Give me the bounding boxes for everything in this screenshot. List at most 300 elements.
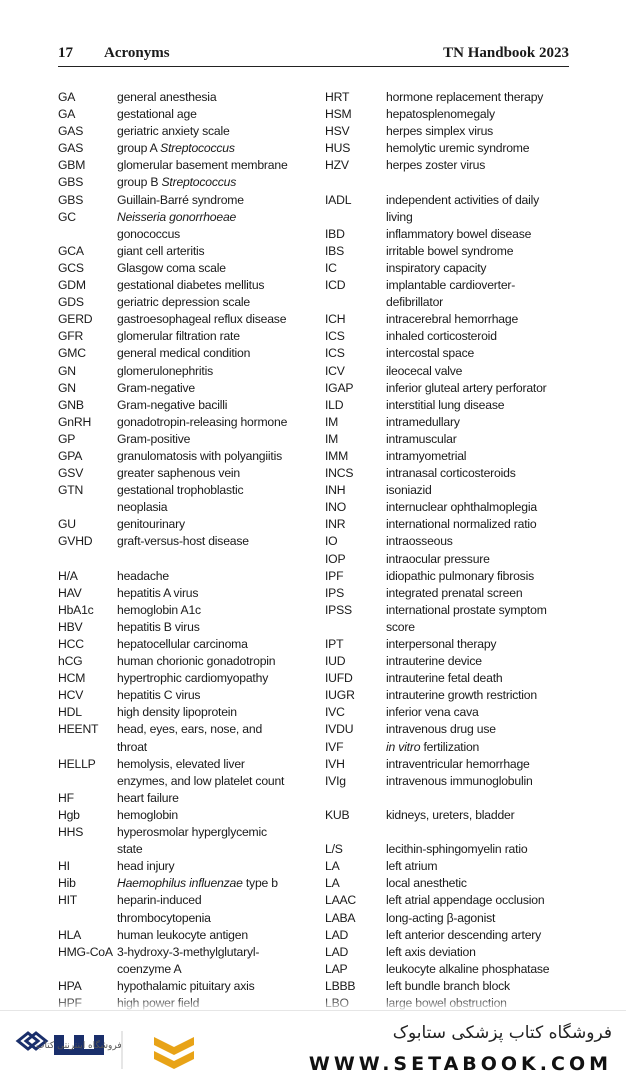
definition [386,670,575,687]
acronym-entry [325,653,575,670]
acronym-entry [325,619,575,636]
acronym: INO [325,500,347,515]
acronym-entry [58,89,308,106]
group-spacer [325,790,575,807]
acronym-entry [58,311,308,328]
definition [117,294,308,311]
definition-text: left axis deviation [386,944,476,959]
definition [386,277,575,294]
acronym: ICS [325,329,345,344]
definition-text: hyperosmolar hyperglycemic [117,825,267,840]
definition [386,209,575,226]
acronym: GBM [58,158,86,173]
acronym: GVHD [58,534,93,549]
acronym: H/A [58,568,78,583]
acronym-entry [58,790,308,807]
acronym-entry [58,568,308,585]
definition [386,619,575,636]
acronym: HCC [58,637,84,651]
definition-text: hemolytic uremic syndrome [386,141,530,156]
definition-text: irritable bowel syndrome [386,243,514,258]
definition-text: intravenous immunoglobulin [386,773,533,788]
acronym: IVC [325,705,345,720]
definition [117,157,308,174]
definition-text: intramuscular [386,431,457,446]
definition-text: gestational diabetes mellitus [117,278,265,293]
acronym: ICV [325,363,345,378]
definition-text: intrauterine fetal death [386,671,503,686]
acronym-entry [325,448,575,465]
acronym: LA [325,859,340,874]
definition [117,602,308,619]
definition [117,106,308,123]
group-spacer [325,174,575,191]
definition [386,858,575,875]
definition [386,516,575,533]
definition-text: heparin-induced [117,893,202,908]
definition [117,345,308,362]
acronym-entry [58,448,308,465]
acronym-entry [325,277,575,294]
acronym-entry [58,944,308,961]
definition-text: heart failure [117,790,179,805]
definition-text: integrated prenatal screen [386,585,523,600]
acronym: HBV [58,619,83,634]
group-spacer [325,824,575,841]
acronym: IVIg [325,773,346,788]
acronym-entry [58,243,308,260]
definition-text: left anterior descending artery [386,927,542,942]
acronym: GCS [58,260,84,275]
acronym: GPA [58,448,83,463]
definition-text: left atrial appendage occlusion [386,893,545,908]
acronym-entry [325,841,575,858]
acronym-entry [58,380,308,397]
definition-text: 3-hydroxy-3-methylglutaryl- [117,944,260,959]
definition [117,311,308,328]
acronym-entry [58,499,308,516]
definition-text: independent activities of daily [386,192,540,207]
acronym-entry [58,328,308,345]
acronym: GU [58,517,76,532]
definition [386,397,575,414]
definition-text: intrauterine device [386,654,482,669]
acronym-entry [58,602,308,619]
acronym-entry [325,875,575,892]
definition [117,465,308,482]
acronym: HSM [325,107,352,122]
definition [117,277,308,294]
definition-text: Glasgow coma scale [117,260,226,275]
definition [386,414,575,431]
definition-text: human leukocyte antigen [117,927,248,942]
section-title: Acronyms [104,45,170,61]
acronym: HPA [58,978,82,993]
definition-text: gestational trophoblastic [117,483,244,498]
acronym: GNB [58,397,84,412]
definition [386,944,575,961]
definition-text: hemolysis, elevated liver [117,756,245,771]
acronym-entry [325,978,575,995]
acronym-entry [325,209,575,226]
definition-text: intraocular pressure [386,551,490,566]
definition [117,174,308,191]
definition-text: enzymes, and low platelet count [117,773,285,788]
acronym: HZV [325,158,349,173]
acronym-entry [58,226,308,243]
acronym: GFR [58,329,84,344]
definition-text: hypertrophic cardiomyopathy [117,671,269,686]
acronym: HSV [325,124,350,139]
acronym [325,619,386,636]
definition-text: Gram-positive [117,431,191,446]
definition [386,140,575,157]
definition-text: hepatitis B virus [117,619,200,634]
acronym: IVF [325,739,344,754]
definition-text: headache [117,568,169,583]
website-url[interactable]: WWW.SETABOOK.COM [308,1053,612,1075]
definition [117,516,308,533]
acronym: INR [325,517,346,532]
definition [386,910,575,927]
acronym: IO [325,534,338,549]
definition [117,721,308,738]
acronym-entry [58,756,308,773]
acronym: ICH [325,312,346,327]
definition-text: glomerular filtration rate [117,329,240,344]
definition [386,106,575,123]
definition [386,875,575,892]
acronym: HRT [325,90,350,104]
acronym-entry [325,243,575,260]
acronym-entry [58,704,308,721]
definition-text: high density lipoprotein [117,705,237,720]
definition [386,123,575,140]
definition [117,687,308,704]
definition [386,636,575,653]
acronym: hCG [58,654,83,669]
definition-text: glomerulonephritis [117,363,213,378]
definition-text: inhaled corticosteroid [386,329,497,344]
definition [386,328,575,345]
acronym-entry [325,106,575,123]
definition [386,533,575,550]
definition-text: thrombocytopenia [117,910,211,925]
acronym: IBS [325,243,345,258]
acronym: IBD [325,226,345,241]
definition [386,499,575,516]
acronym: IOP [325,551,346,566]
acronym: HCM [58,671,86,686]
acronym-entry [325,739,575,756]
definition-text: herpes simplex virus [386,124,494,139]
definition [117,636,308,653]
definition [386,961,575,978]
definition [117,482,308,499]
definition-text: Guillain-Barré syndrome [117,192,244,207]
acronym-entry [58,961,308,978]
definition [117,756,308,773]
acronym-entry [325,140,575,157]
acronym-entry [58,910,308,927]
acronym-entry [325,533,575,550]
acronym-entry [325,499,575,516]
store-name: فروشگاه کتاب پزشکی ستابوک [392,1023,612,1043]
definition-italic: in vitro [386,739,421,754]
acronym [58,773,117,790]
acronym-entry [58,807,308,824]
definition [117,533,308,550]
definition-text: gonococcus [117,226,181,241]
definition-text: inspiratory capacity [386,260,487,275]
acronym-entry [58,123,308,140]
acronym-entry [325,397,575,414]
acronym-entry [58,294,308,311]
acronym: GAS [58,124,84,139]
acronym-entry [58,739,308,756]
definition [117,397,308,414]
acronym-entry [325,773,575,790]
acronym: GSV [58,466,84,481]
acronym-entry [325,123,575,140]
acronym: GCA [58,243,84,258]
acronym: IPSS [325,602,352,617]
definition-text: defibrillator [386,295,444,310]
acronym: IPS [325,585,345,600]
definition-italic: Haemophilus influenzae [117,876,243,891]
definition-text: ileocecal valve [386,363,463,378]
definition [386,807,575,824]
acronym-entry [325,858,575,875]
acronym-entry [325,431,575,448]
definition-text: granulomatosis with polyangiitis [117,448,282,463]
acronym: L/S [325,842,343,857]
definition-text: inferior gluteal artery perforator [386,380,547,395]
acronym-entry [325,602,575,619]
acronym: HIT [58,893,78,908]
definition-text: intraventricular hemorrhage [386,756,530,771]
definition [386,294,575,311]
acronym: GBS [58,192,84,207]
acronym: HELLP [58,756,96,771]
acronym [58,841,117,858]
definition-text: leukocyte alkaline phosphatase [386,961,550,976]
acronym: IM [325,431,339,446]
acronym-entry [325,345,575,362]
definition-text: lecithin-sphingomyelin ratio [386,842,528,857]
definition [117,739,308,756]
definition-text: Gram-negative [117,380,196,395]
acronym-entry [58,824,308,841]
definition [386,311,575,328]
definition-text: intrauterine growth restriction [386,688,537,703]
acronym-entry [58,636,308,653]
acronym [325,294,386,311]
definition-text: hemoglobin [117,807,179,822]
definition [117,927,308,944]
definition [117,448,308,465]
acronym-entry [58,773,308,790]
acronym-entry [58,892,308,909]
definition-text: intramyometrial [386,448,467,463]
acronym-entry [325,568,575,585]
acronym-entry [325,363,575,380]
definition-text: genitourinary [117,517,185,532]
acronym-entry [58,277,308,294]
definition [386,192,575,209]
acronym: GP [58,431,76,446]
acronym [58,739,117,756]
definition [117,260,308,277]
acronym: LAAC [325,893,357,908]
acronym-entry [325,260,575,277]
acronym-entry [325,414,575,431]
definition [386,226,575,243]
acronym: IUFD [325,671,353,686]
definition [117,858,308,875]
book-title: TN Handbook 2023 [443,45,569,61]
acronym-entry [325,465,575,482]
definition-text: hepatitis A virus [117,585,199,600]
definition [117,875,308,892]
definition-text: hemoglobin A1c [117,602,201,617]
definition-text: group B [117,175,162,190]
acronym: GC [58,209,76,224]
acronym-entry [58,687,308,704]
definition-text: high power field [117,995,200,1010]
definition-text: gonadotropin-releasing hormone [117,414,288,429]
definition [117,192,308,209]
definition [117,328,308,345]
definition-text: greater saphenous vein [117,466,240,481]
definition-text: international prostate symptom [386,602,547,617]
acronym: IC [325,260,337,275]
acronym: ILD [325,397,344,412]
acronym: LAP [325,961,348,976]
definition [117,670,308,687]
definition [386,602,575,619]
definition-text: graft-versus-host disease [117,534,249,549]
acronym-entry [58,414,308,431]
definition [117,653,308,670]
definition [117,841,308,858]
acronym-entry [325,944,575,961]
acronym: GDS [58,295,84,310]
acronym-entry [58,397,308,414]
acronym-entry [325,551,575,568]
definition-text: hepatocellular carcinoma [117,637,248,651]
definition [386,721,575,738]
definition-text: left atrium [386,859,438,874]
definition-text: gastroesophageal reflux disease [117,312,287,327]
definition-text: large bowel obstruction [386,995,507,1010]
definition [117,89,308,106]
acronym: GTN [58,483,84,498]
acronym-entry [325,687,575,704]
acronym-entry [325,756,575,773]
acronym: INH [325,483,346,498]
definition [386,927,575,944]
definition [117,123,308,140]
definition [386,756,575,773]
acronym: HEENT [58,722,99,737]
definition-text: fertilization [420,739,480,754]
definition-text: inflammatory bowel disease [386,226,532,241]
definition [386,653,575,670]
definition [386,260,575,277]
acronym: IVH [325,756,345,771]
definition-text: interpersonal therapy [386,637,497,651]
acronym [58,499,117,516]
acronym-entry [325,670,575,687]
definition-text: human chorionic gonadotropin [117,654,276,669]
definition [117,807,308,824]
acronym: HMG-CoA [58,944,113,959]
acronym-entry [325,311,575,328]
watermark-footer [0,1010,626,1081]
acronym-entry [58,192,308,209]
definition [117,499,308,516]
acronym-entry [58,363,308,380]
definition-text: herpes zoster virus [386,158,486,173]
acronym-entry [58,482,308,499]
acronym: IADL [325,192,352,207]
acronym-entry [58,670,308,687]
definition [386,687,575,704]
definition [117,944,308,961]
definition-text: geriatric anxiety scale [117,124,230,139]
acronym: Hib [58,876,76,891]
definition [117,619,308,636]
acronym-entry [58,431,308,448]
acronym-entry [325,704,575,721]
definition [386,448,575,465]
definition-text: local anesthetic [386,876,467,891]
definition-text: intraosseous [386,534,453,549]
acronym: Hgb [58,807,80,822]
acronym-column-left [58,89,308,1012]
definition [117,773,308,790]
acronym-entry [58,721,308,738]
definition [117,978,308,995]
definition [117,790,308,807]
acronym: IUGR [325,688,355,703]
acronym: LABA [325,910,356,925]
definition-text: implantable cardioverter- [386,278,516,293]
acronym-entry [325,927,575,944]
acronym-entry [58,345,308,362]
definition-text: international normalized ratio [386,517,537,532]
acronym [325,209,386,226]
definition [386,704,575,721]
running-header [58,44,569,67]
definition-text: score [386,619,415,634]
definition [117,824,308,841]
acronym: IGAP [325,380,354,395]
acronym [58,961,117,978]
definition-text: hormone replacement therapy [386,90,544,104]
definition-text: glomerular basement membrane [117,158,288,173]
acronym: GMC [58,346,86,361]
acronym-entry [58,174,308,191]
acronym-entry [58,585,308,602]
definition [117,704,308,721]
acronym: KUB [325,807,350,822]
definition-text: neoplasia [117,500,168,515]
acronym: LAD [325,944,349,959]
acronym [58,226,117,243]
acronym-entry [58,209,308,226]
